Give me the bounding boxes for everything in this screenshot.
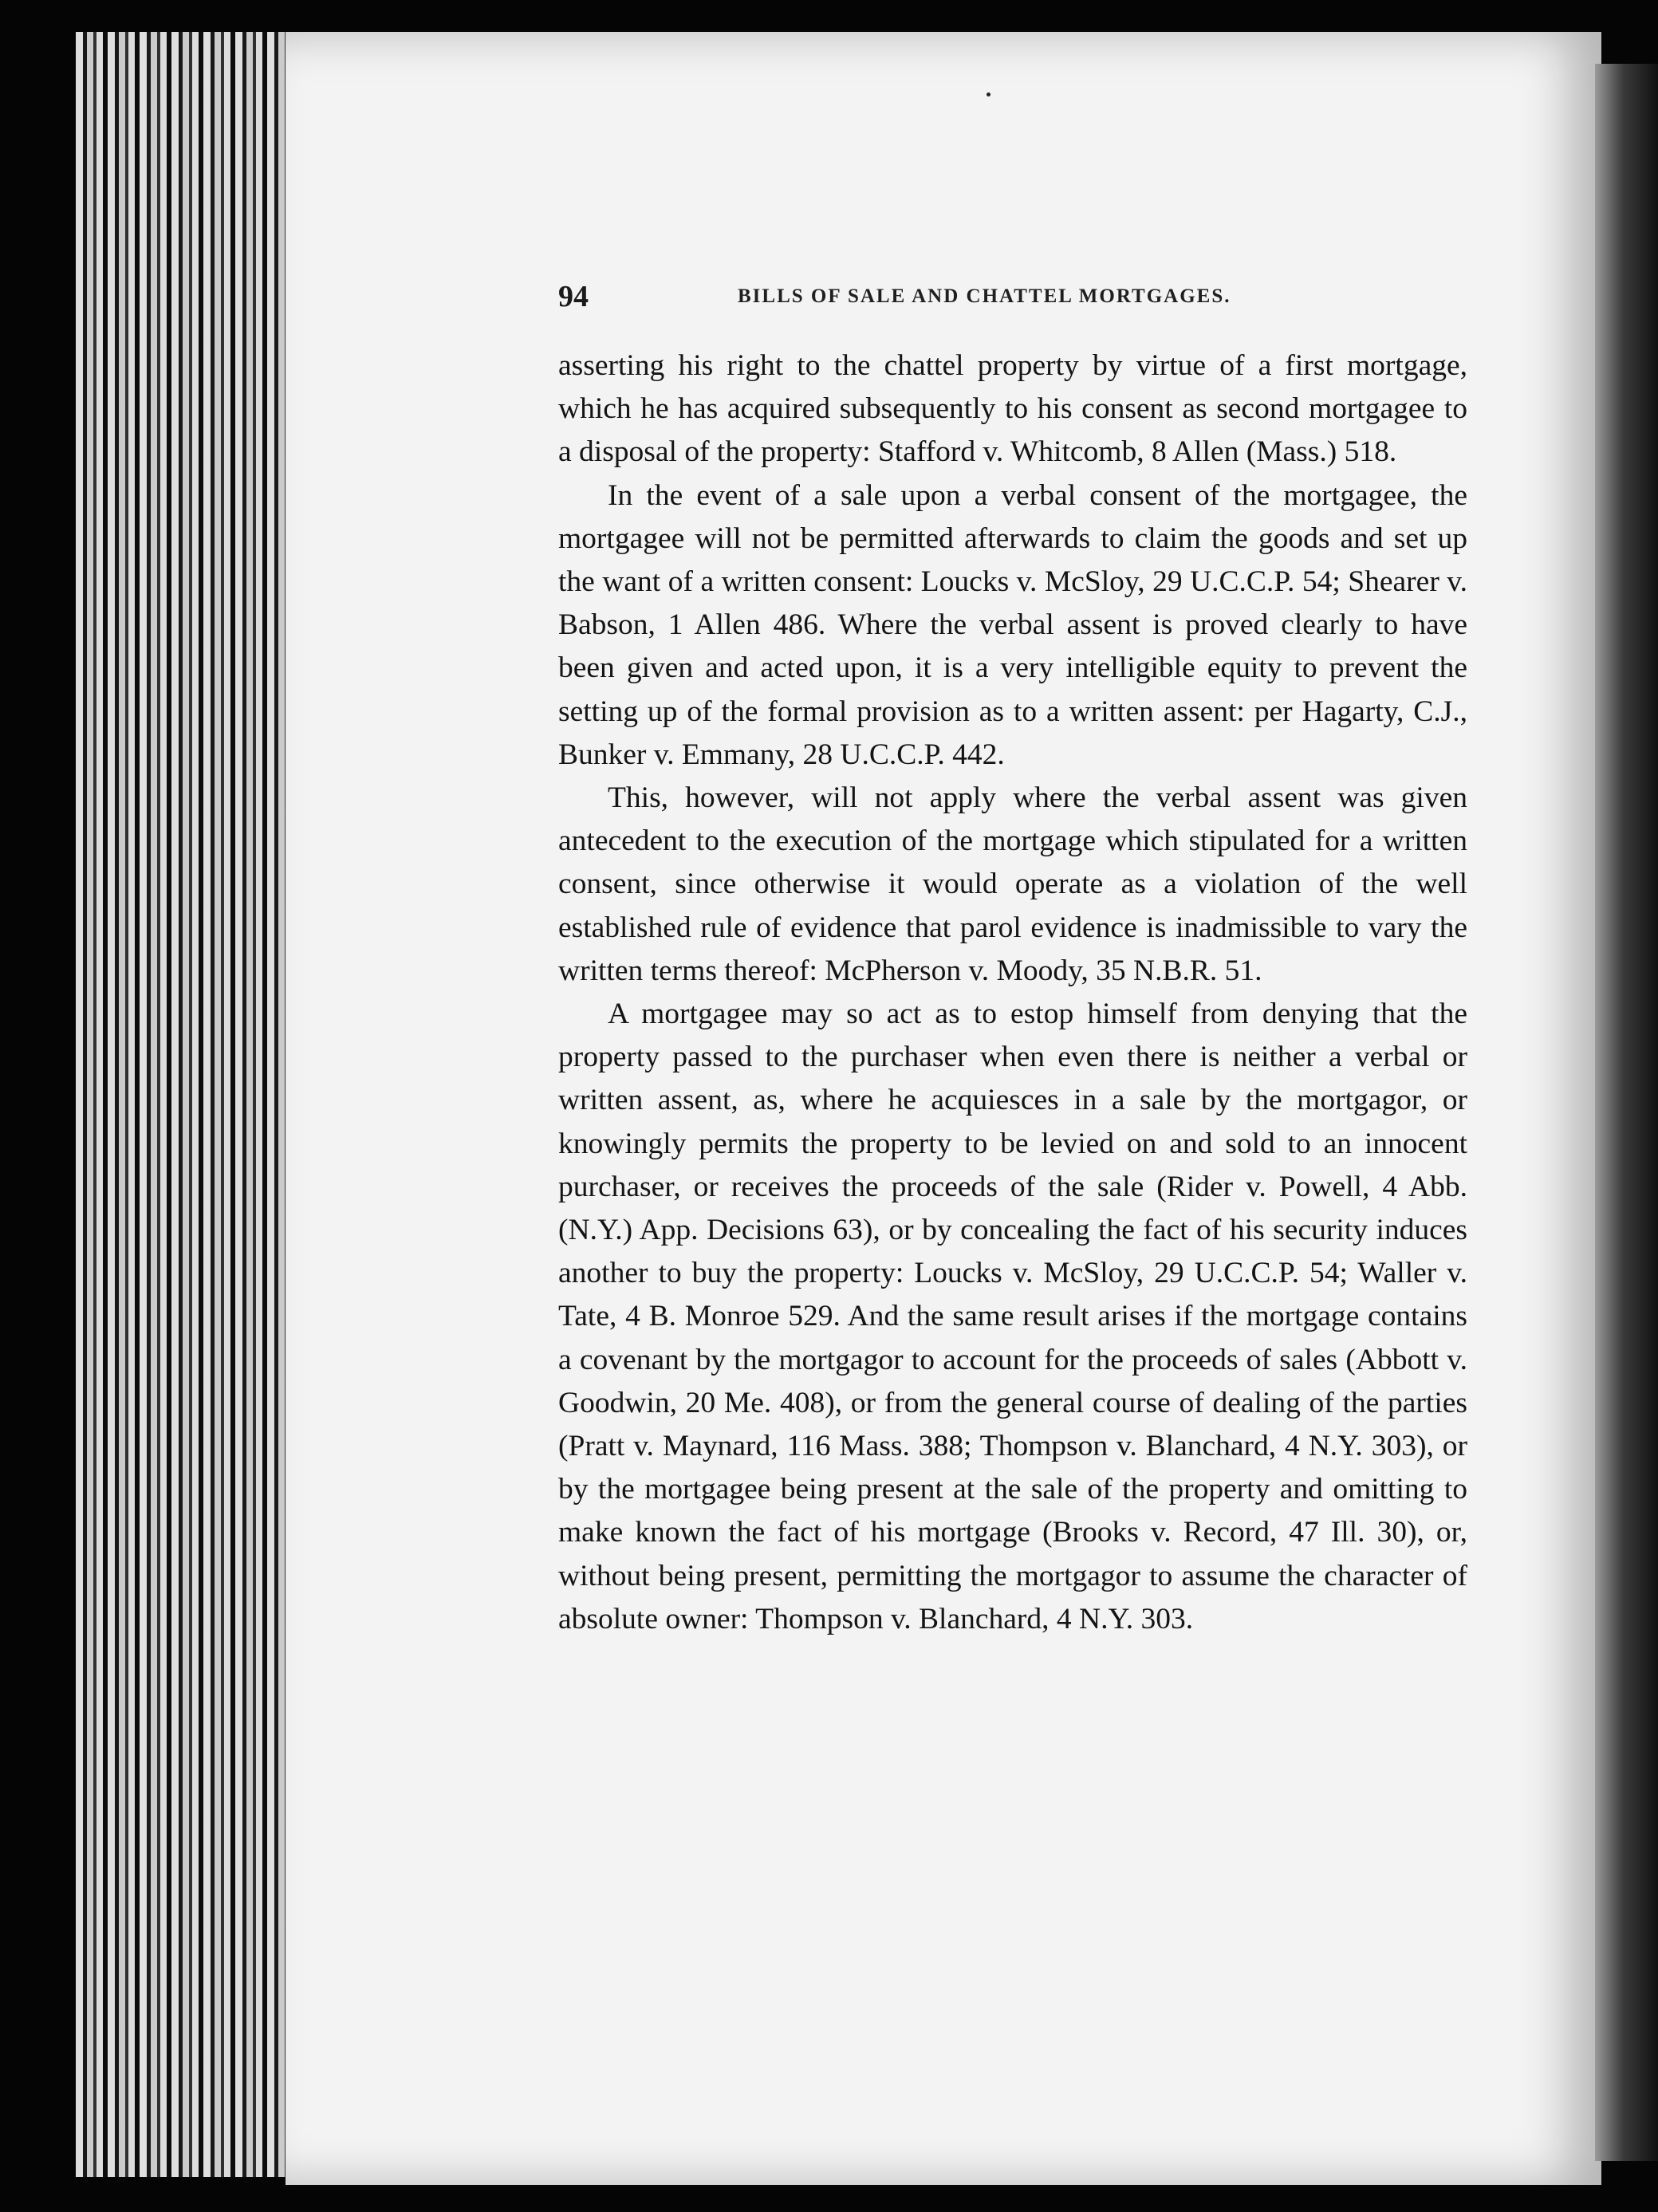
binding-shadow	[1595, 64, 1658, 2161]
running-head-title: BILLS OF SALE AND CHATTEL MORTGAGES.	[738, 285, 1231, 307]
page-number: 94	[558, 280, 589, 313]
paragraph-1: asserting his right to the chattel property by virtue of a first mortgage, which he has acquired subsequently to his consent as second mortgagee to a disposal of the property: Stafford v. Whitcomb, 8 Allen (Mass.) 518.	[558, 349, 1467, 469]
body-text	[558, 344, 1467, 1641]
running-head	[558, 279, 1515, 311]
paragraph-3: This, however, will not apply where the verbal assent was given antecedent to the execution of the mortgage which stipulated for a written consent, since otherwise it would operate as a violation of the well established rule of evidence that parol evidence is inadmissible to vary the written terms thereof: McPherson v. Moody, 35 N.B.R. 51.	[558, 781, 1467, 987]
book-page-edges	[76, 32, 291, 2177]
paragraph-4: A mortgagee may so act as to estop himself from denying that the property passed to the purchaser when even there is neither a verbal or written assent, as, where he acquiesces in a sale by the mortgagor, or knowingly permits the property to be levied on and sold to an innocent purchaser, or receives the proceeds of the sale (Rider v. Powell, 4 Abb. (N.Y.) App. Decisions 63), or by concealing the fact of his security induces another to buy the property: Loucks v. McSloy, 29 U.C.C.P. 54; Waller v. Tate, 4 B. Monroe 529. And the same result arises if the mortgage contains a covenant by the mortgagor to account for the proceeds of sales (Abbott v. Goodwin, 20 Me. 408), or from the general course of dealing of the parties (Pratt v. Maynard, 116 Mass. 388; Thompson v. Blanchard, 4 N.Y. 303), or by the mortgagee being present at the sale of the property and omitting to make known the fact of his mortgage (Brooks v. Record, 47 Ill. 30), or, without being present, permitting the mortgagor to assume the character of absolute owner: Thompson v. Blanchard, 4 N.Y. 303.	[558, 998, 1467, 1635]
paragraph-2: In the event of a sale upon a verbal consent of the mortgagee, the mortgagee will not be permitted afterwards to claim the goods and set up the want of a written consent: Loucks v. McSloy, 29 U.C.C.P. 54; Shearer v. Babson, 1 Allen 486. Where the verbal assent is proved clearly to have been given and acted upon, it is a very intelligible equity to prevent the setting up of the formal provision as to a written assent: per Hagarty, C.J., Bunker v. Emmany, 28 U.C.C.P. 442.	[558, 478, 1467, 771]
speck-mark	[987, 92, 990, 96]
